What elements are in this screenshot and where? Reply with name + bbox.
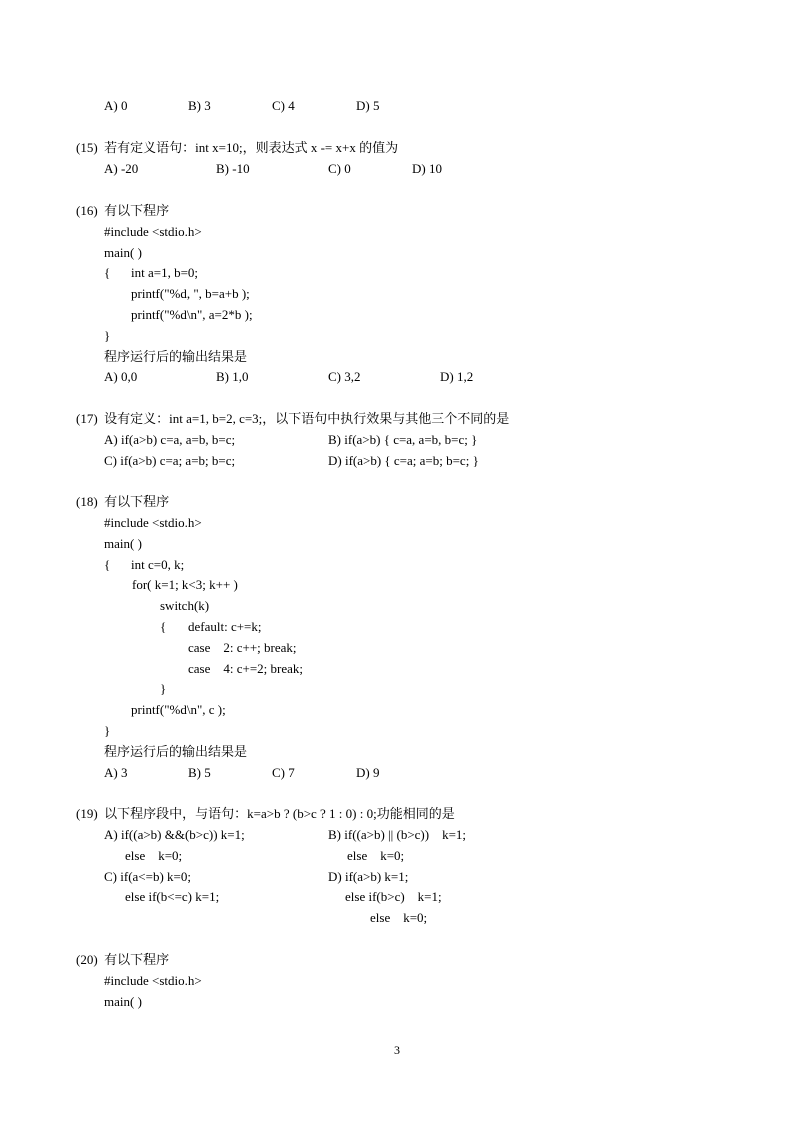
q15-option-c: C) 0 [328,161,351,176]
q14-option-d: D) 5 [356,98,380,113]
page-number: 3 [394,1043,400,1057]
q15-stem: (15) 若有定义语句：int x=10;，则表达式 x -= x+x 的值为 [76,140,399,155]
q17-option-c: C) if(a>b) c=a; a=b; b=c; [104,453,236,468]
q17-option-d: D) if(a>b) { c=a; a=b; b=c; } [328,453,479,468]
q18-code-line: } [104,723,111,738]
q18-code-line: { [104,557,111,572]
q18-code-line: main( ) [104,536,142,551]
q19-option-d-cont: else k=0; [370,910,428,925]
q18-code-line: } [160,681,167,696]
q14-option-c: C) 4 [272,98,295,113]
q19-option-a: A) if((a>b) &&(b>c)) k=1; [104,827,245,842]
q16-option-a: A) 0,0 [104,369,138,384]
q20-code-line: main( ) [104,994,142,1009]
q19-option-c: C) if(a<=b) k=0; [104,869,191,884]
q16-option-b: B) 1,0 [216,369,249,384]
q18-code-line: default: c+=k; [188,619,262,634]
q16-code-line: int a=1, b=0; [131,265,199,280]
q16-option-d: D) 1,2 [440,369,474,384]
q18-code-line: printf("%d\n", c ); [131,702,226,717]
q19-option-c-cont: else if(b<=c) k=1; [125,889,220,904]
q16-option-c: C) 3,2 [328,369,361,384]
q18-code-line: case 2: c++; break; [188,640,297,655]
q17-stem: (17) 设有定义：int a=1, b=2, c=3;，以下语句中执行效果与其他三个不同的是 [76,411,510,426]
q16-code-line: { [104,265,111,280]
q16-stem: (16) 有以下程序 [76,203,170,218]
q17-option-b: B) if(a>b) { c=a, a=b, b=c; } [328,432,478,447]
q18-option-c: C) 7 [272,765,295,780]
q19-option-b: B) if((a>b) || (b>c)) k=1; [328,827,467,842]
q19-option-d-cont: else if(b>c) k=1; [345,889,442,904]
q20-stem: (20) 有以下程序 [76,952,170,967]
q14-option-b: B) 3 [188,98,211,113]
q15-option-a: A) -20 [104,161,139,176]
q19-option-b-cont: else k=0; [347,848,405,863]
q20-code-line: #include <stdio.h> [104,973,202,988]
q18-option-a: A) 3 [104,765,128,780]
q18-code-line: for( k=1; k<3; k++ ) [132,577,238,592]
q17-option-a: A) if(a>b) c=a, a=b, b=c; [104,432,236,447]
q18-code-line: #include <stdio.h> [104,515,202,530]
q15-option-d: D) 10 [412,161,442,176]
q18-stem: (18) 有以下程序 [76,494,170,509]
q16-code-line: printf("%d, ", b=a+b ); [131,286,250,301]
q16-code-line: printf("%d\n", a=2*b ); [131,307,253,322]
q15-option-b: B) -10 [216,161,250,176]
q18-code-line: switch(k) [160,598,210,613]
q16-code-line: main( ) [104,245,142,260]
q19-option-a-cont: else k=0; [125,848,183,863]
q16-prompt: 程序运行后的输出结果是 [104,349,248,364]
q18-code-line: case 4: c+=2; break; [188,661,304,676]
q18-code-line: { [160,619,167,634]
q16-code-line: } [104,328,111,343]
q16-code-line: #include <stdio.h> [104,224,202,239]
q18-prompt: 程序运行后的输出结果是 [104,744,248,759]
q19-stem: (19) 以下程序段中，与语句：k=a>b ? (b>c ? 1 : 0) : 0;功能相同的是 [76,806,455,821]
q14-option-a: A) 0 [104,98,128,113]
q18-option-d: D) 9 [356,765,380,780]
q18-code-line: int c=0, k; [131,557,185,572]
q18-option-b: B) 5 [188,765,211,780]
q19-option-d: D) if(a>b) k=1; [328,869,409,884]
